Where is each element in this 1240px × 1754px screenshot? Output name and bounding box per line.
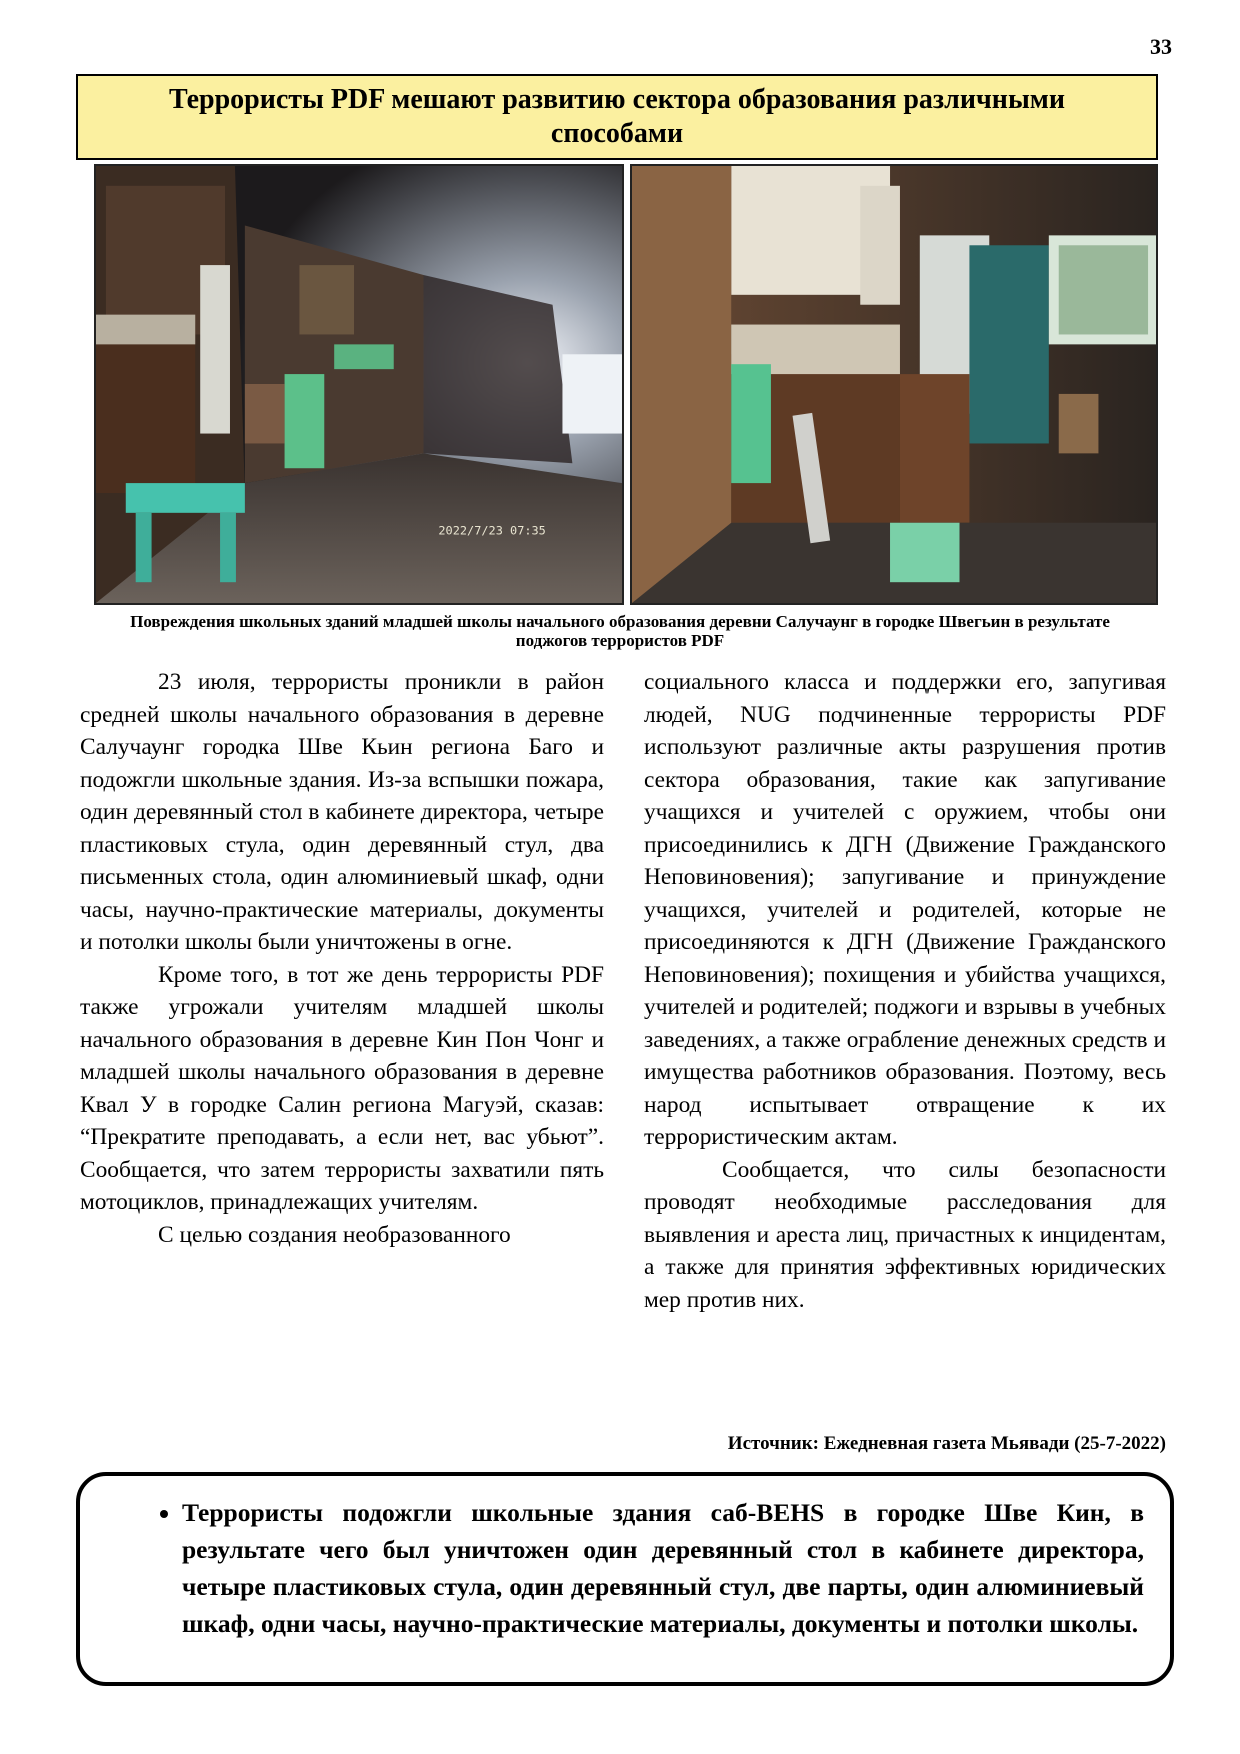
page-number: 33 xyxy=(1150,34,1172,59)
photo-burned-room xyxy=(630,164,1158,605)
photo-burned-room-image xyxy=(632,166,1156,603)
paragraph-threats: Кроме того, в тот же день террористы PDF также угрожали учителям младшей школы начального образования в деревне Кин Пон Чонг и младшей школы начального образования в деревне Квал У в городке Салин региона Магуэй, сказав: “Прекратите преподавать, а если нет, вас убьют”. Сообщается, что затем террористы захватили пять мотоциклов, принадлежащих учителям. xyxy=(80,961,604,1215)
photo-burned-office-image xyxy=(96,166,622,603)
article-right-column xyxy=(644,666,1166,1316)
paragraph-purpose-continued: социального класса и поддержки его, запугивая людей, NUG подчиненные террористы PDF используют различные акты разрушения против сектора образования, такие как запугивание учащихся и учителей с оружием, чтобы они присоединились к ДГН (Движение Гражданского Неповиновения); запугивание и принуждение учащихся, учителей и родителей, которые не присоединяются к ДГН (Движение Гражданского Неповиновения); похищения и убийства учащихся, учителей и родителей; поджоги и взрывы в учебных заведениях, а также ограбление денежных средств и имущества работников образования. Поэтому, весь народ испытывает отвращение к их террористическим актам. xyxy=(644,669,1166,1150)
article-source: Источник: Ежедневная газета Мьявади (25-7-2022) xyxy=(727,1433,1166,1454)
paragraph-investigation: Сообщается, что силы безопасности проводят необходимые расследования для выявления и ареста лиц, причастных к инцидентам, а также для принятия эффективных юридических мер против них. xyxy=(644,1156,1166,1313)
photo-timestamp: 2022/7/23 07:35 xyxy=(438,523,546,538)
page-title-text: Террористы PDF мешают развитию сектора образования различными способами xyxy=(168,84,1066,149)
article-left-column xyxy=(80,666,604,1251)
paragraph-arson: 23 июля, террористы проникли в район средней школы начального образования в деревне Салучаунг городка Шве Кьин региона Баго и подожгли школьные здания. Из-за вспышки пожара, один деревянный стол в кабинете директора, четыре пластиковых стула, один деревянный стул, два письменных стола, один алюминиевый шкаф, одни часы, научно-практические материалы, документы и потолки школы были уничтожены в огне. xyxy=(80,669,604,955)
page-title xyxy=(76,74,1158,160)
summary-box xyxy=(76,1472,1174,1686)
paragraph-purpose-start: С целью создания необразованного xyxy=(158,1221,511,1248)
summary-list xyxy=(128,1494,1144,1642)
summary-bullet: • Террористы подожгли школьные здания саб-BEHS в городке Шве Кин, в результате чего был уничтожен один деревянный стол в кабинете директора, четыре пластиковых стула, один деревянный стул, две парты, один алюминиевый шкаф, одни часы, научно-практические материалы, документы и потолки школы. xyxy=(182,1494,1144,1642)
photo-burned-office xyxy=(94,164,624,605)
photo-caption: Повреждения школьных зданий младшей школы начального образования деревни Салучаунг в городке Швегьин в результате поджогов террористов PDF xyxy=(130,612,1110,650)
